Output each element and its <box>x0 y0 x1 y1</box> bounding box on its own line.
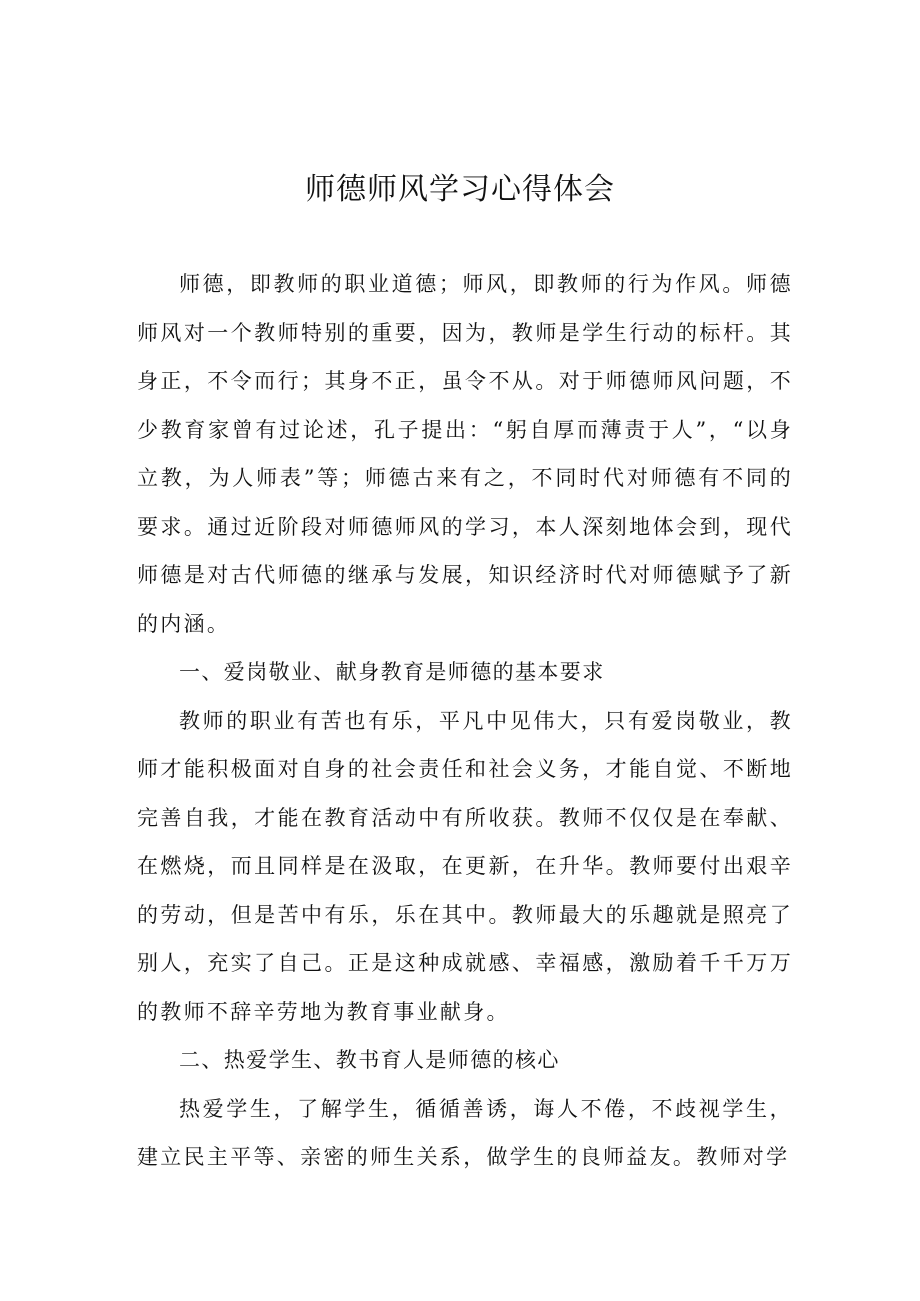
section-paragraph-1: 教师的职业有苦也有乐，平凡中见伟大，只有爱岗敬业，教师才能积极面对自身的社会责任和社会义务，才能自觉、不断地完善自我，才能在教育活动中有所收获。教师不仅仅是在奉献、在燃烧，而且同样是在汲取，在更新，在升华。教师要付出艰辛的劳动，但是苦中有乐，乐在其中。教师最大的乐趣就是照亮了别人，充实了自己。正是这种成就感、幸福感，激励着千千万万的教师不辞辛劳地为教育事业献身。 <box>137 708 793 1024</box>
section-heading-2: 二、热爱学生、教书育人是师德的核心 <box>179 1048 560 1072</box>
section-heading-1: 一、爱岗敬业、献身教育是师德的基本要求 <box>179 660 605 684</box>
section-paragraph-2: 热爱学生，了解学生，循循善诱，诲人不倦，不歧视学生，建立民主平等、亲密的师生关系，做学生的良师益友。教师对学 <box>137 1096 793 1169</box>
document-body <box>137 260 793 1182</box>
intro-paragraph: 师德，即教师的职业道德；师风，即教师的行为作风。师德师风对一个教师特别的重要，因为，教师是学生行动的标杆。其身正，不令而行；其身不正，虽令不从。对于师德师风问题，不少教育家曾有过论述，孔子提出：“躬自厚而薄责于人”，“以身立教，为人师表”等；师德古来有之，不同时代对师德有不同的要求。通过近阶段对师德师风的学习，本人深刻地体会到，现代师德是对古代师德的继承与发展，知识经济时代对师德赋予了新的内涵。 <box>137 272 793 636</box>
document-title: 师德师风学习心得体会 <box>305 172 615 207</box>
